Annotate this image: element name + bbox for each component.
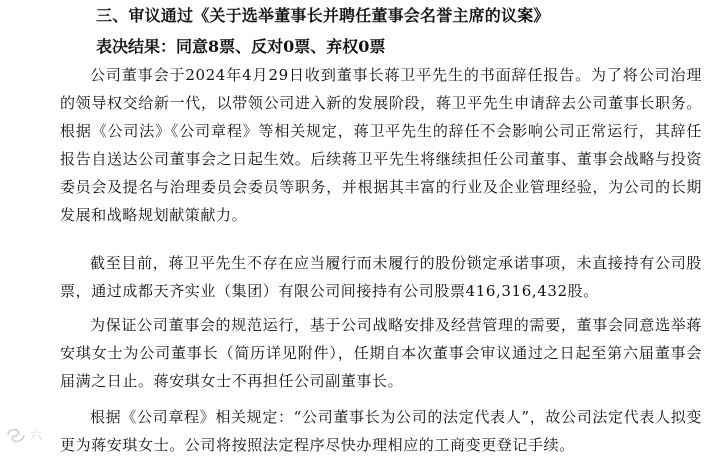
- paragraph-resignation: 公司董事会于2024年4月29日收到董事长蒋卫平先生的书面辞任报告。为了将公司治理的领导权交给新一代，以带领公司进入新的发展阶段，蒋卫平先生申请辞去公司董事长职务。根据《公司法》《公司章程》等相关规定，蒋卫平先生的辞任不会影响公司正常运行，其辞任报告自送达公司董事会之日起生效。后续蒋卫平先生将继续担任公司董事、董事会战略与投资委员会及提名与治理委员会委员等职务，并根据其丰富的行业及企业管理经验，为公司的长期发展和战略规划献策献力。: [60, 66, 702, 224]
- vote-result: 表决结果：同意8票、反对0票、弃权0票: [96, 37, 386, 56]
- watermark-logo-icon: [6, 427, 26, 443]
- paragraph-election: 为保证公司董事会的规范运行，基于公司战略安排及经营管理的需要，董事会同意选举蒋安琪女士为公司董事长（简历详见附件），任期自本次董事会审议通过之日起至第六届董事会届满之日止。蒋安琪女士不再担任公司副董事长。: [60, 316, 702, 390]
- watermark: [6, 426, 42, 443]
- paragraph-legal-representative: 根据《公司章程》相关规定：“公司董事长为公司的法定代表人”，故公司法定代表人拟变更为蒋安琪女士。公司将按照法定程序尽快办理相应的工商变更登记手续。: [60, 408, 702, 454]
- section-heading: 三、审议通过《关于选举董事长并聘任董事会名誉主席的议案》: [96, 6, 550, 25]
- paragraph-shareholding: 截至目前，蒋卫平先生不存在应当履行而未履行的股份锁定承诺事项，未直接持有公司股票，通过成都天齐实业（集团）有限公司间接持有公司股票416,316,432股。: [60, 254, 702, 300]
- watermark-text: 六: [30, 428, 43, 442]
